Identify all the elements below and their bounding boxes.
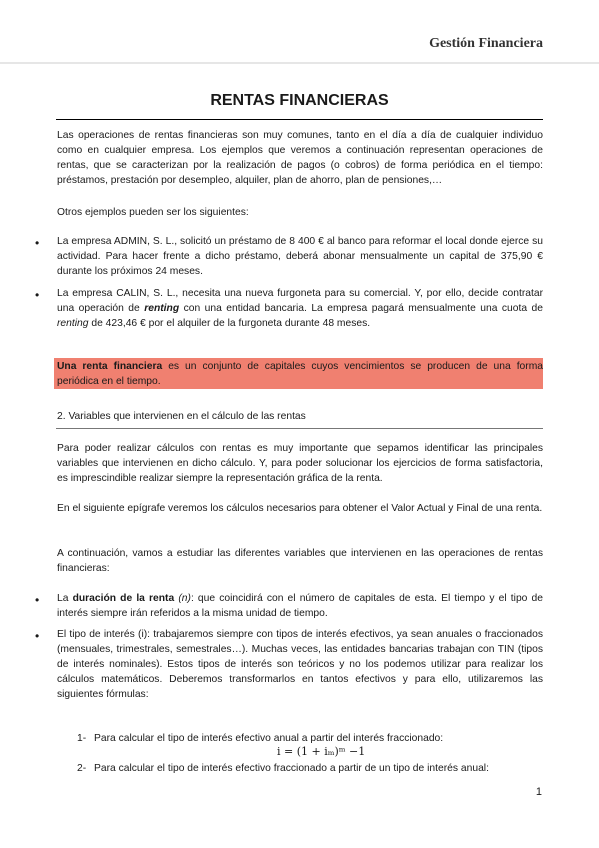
list-item-1: Para calcular el tipo de interés efectivo anual a partir del interés fraccionado: bbox=[94, 733, 444, 744]
bullet-icon: • bbox=[35, 236, 40, 250]
header-title: Gestión Financiera bbox=[429, 36, 543, 51]
list-number: 1- bbox=[77, 733, 87, 744]
example-2: La empresa CALIN, S. L., necesita una nueva furgoneta para su comercial. Y, por ello, decide contratar una operación de renting con una entidad bancaria. La empresa pagará mensualmente una cuota de renting de 423,46 € por el alquiler de la furgoneta durante 48 meses. bbox=[57, 288, 543, 329]
section-2-paragraph-2: En el siguiente epígrafe veremos los cálculos necesarios para obtener el Valor Actual y Final de una renta. bbox=[57, 503, 543, 514]
section-divider bbox=[56, 428, 543, 429]
section-2-paragraph-1: Para poder realizar cálculos con rentas es muy importante que sepamos identificar las principales variables que intervienen en dicho cálculo. Y, para poder solucionar los ejercicios de forma satisfactoria, es imprescindible realizar siempre la representación gráfica de la renta. bbox=[57, 443, 543, 484]
title-underline bbox=[56, 119, 543, 120]
list-item-2: Para calcular el tipo de interés efectivo fraccionado a partir de un tipo de interés anual: bbox=[94, 763, 489, 774]
list-number: 2- bbox=[77, 763, 87, 774]
bullet-icon: • bbox=[35, 629, 40, 643]
document-title: RENTAS FINANCIERAS bbox=[210, 92, 389, 109]
variable-interest: El tipo de interés (i): trabajaremos siempre con tipos de interés efectivos, ya sean anuales o fraccionados (mensuales, trimestrales, semestrales…). Muchas veces, las entidades bancarias trabajan con TIN (tipos de interés nominales). Estos tipos de interés son teóricos y no los podemos utilizar para realizar los cálculos matemáticos. Deberemos transformarlos en tantos efectivos y para ello, utilizaremos las siguientes fórmulas: bbox=[57, 629, 543, 700]
header-divider bbox=[0, 62, 599, 64]
bullet-icon: • bbox=[35, 288, 40, 302]
page-number: 1 bbox=[535, 786, 542, 798]
formula: i = (1 + iₘ)ᵐ −1 bbox=[277, 745, 366, 758]
section-2-paragraph-3: A continuación, vamos a estudiar las diferentes variables que intervienen en las operaciones de rentas financieras: bbox=[57, 548, 543, 574]
bullet-icon: • bbox=[35, 593, 40, 607]
examples-intro: Otros ejemplos pueden ser los siguientes: bbox=[57, 207, 249, 218]
intro-paragraph: Las operaciones de rentas financieras son muy comunes, tanto en el día a día de cualquier individuo como en cualquier empresa. Los ejemplos que veremos a continuación representan operaciones de rentas, que se caracterizan por la realización de pagos (o cobros) de forma periódica en el tiempo: préstamos, prestación por desempleo, alquiler, plan de ahorro, plan de pensiones,… bbox=[57, 130, 543, 186]
variable-duration: La duración de la renta (n): que coincidirá con el número de capitales de esta. El tiempo y el tipo de interés siempre irán referidos a la misma unidad de tiempo. bbox=[57, 593, 543, 619]
definition-text: Una renta financiera es un conjunto de capitales cuyos vencimientos se producen de una forma periódica en el tiempo. bbox=[57, 361, 544, 387]
section-2-heading: 2. Variables que intervienen en el cálculo de las rentas bbox=[57, 411, 306, 422]
example-1: La empresa ADMIN, S. L., solicitó un préstamo de 8 400 € al banco para reformar el local donde ejerce su actividad. Para hacer frente a dicho préstamo, deberá abonar mensualmente un capital de 375,90 € durante los próximos 24 meses. bbox=[57, 236, 543, 277]
